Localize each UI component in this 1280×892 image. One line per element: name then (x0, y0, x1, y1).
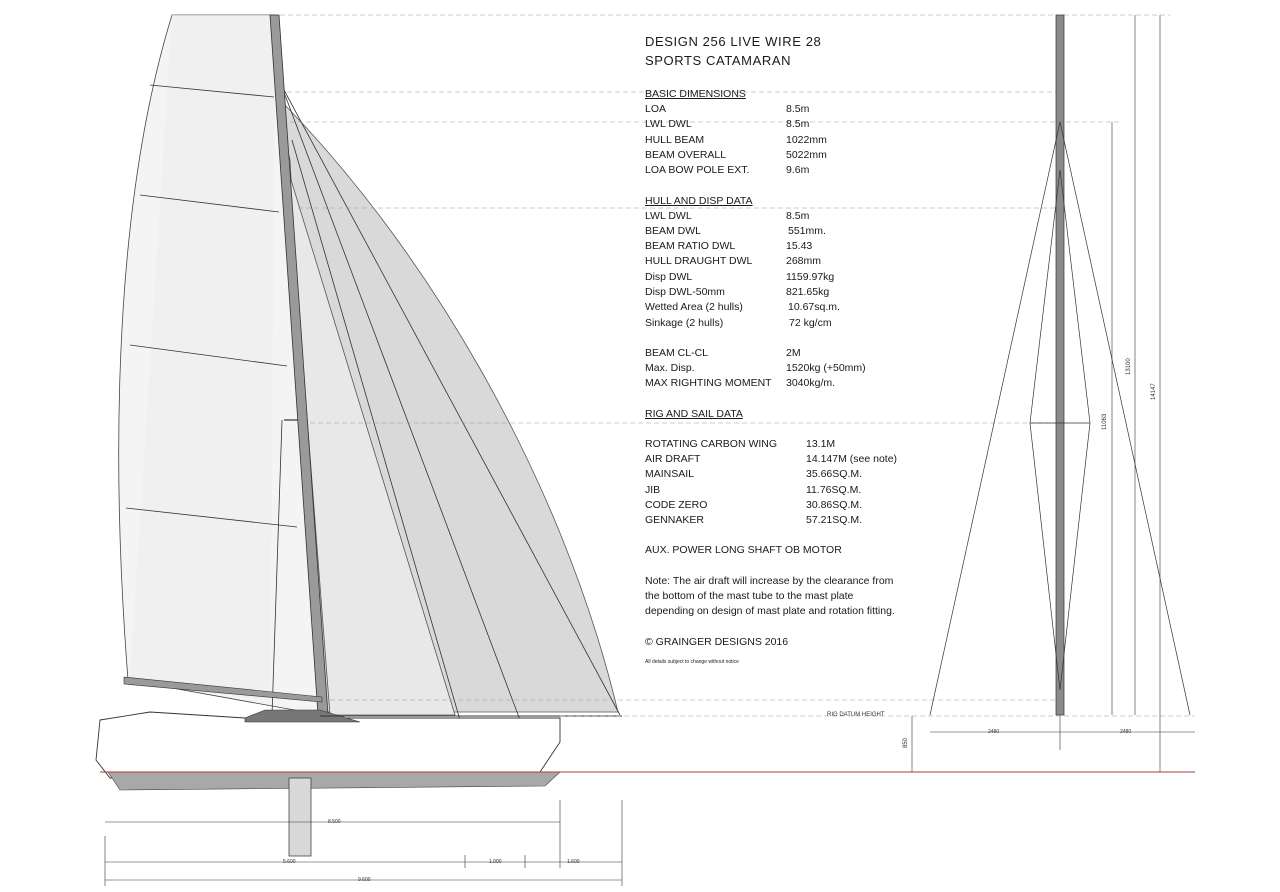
note-line-1: Note: The air draft will increase by the clearance from (645, 575, 894, 587)
front-mast (1056, 15, 1064, 715)
length-dimensions (105, 800, 622, 886)
spec-label: LOA (645, 103, 667, 115)
hull-disp-heading: HULL AND DISP DATA (645, 195, 753, 207)
note-line-3: depending on design of mast plate and rotation fitting. (645, 605, 895, 617)
spec-value: 821.65kg (786, 286, 830, 298)
spec-value: 13.1M (806, 438, 836, 450)
spec-label: BEAM CL-CL (645, 347, 709, 359)
spec-value: 8.5m (786, 210, 810, 222)
dim-air-draft: 14147 (1151, 383, 1157, 400)
disclaimer: All details subject to change without notice (645, 659, 739, 665)
spec-value: 72 kg/cm (789, 317, 832, 329)
spec-value: 30.86SQ.M. (806, 499, 863, 511)
spec-label: BEAM DWL (645, 225, 702, 237)
spec-value: 1022mm (786, 134, 827, 146)
dim-overall: 9.600 (358, 877, 371, 883)
design-subtitle: SPORTS CATAMARAN (645, 53, 792, 68)
dim-seg-c: 1.600 (567, 859, 580, 865)
spec-value: 57.21SQ.M. (806, 514, 863, 526)
copyright: © GRAINGER DESIGNS 2016 (645, 636, 789, 648)
rig-datum-label: RIG DATUM HEIGHT (827, 712, 885, 718)
spec-label: LOA BOW POLE EXT. (645, 164, 750, 176)
spec-label: Max. Disp. (645, 362, 695, 374)
spec-label: HULL DRAUGHT DWL (645, 255, 753, 267)
dim-seg-a: 5.600 (283, 859, 296, 865)
spec-value: 8.5m (786, 118, 810, 130)
spec-label: JIB (645, 484, 661, 496)
spec-value: 551mm. (788, 225, 826, 237)
spec-label: CODE ZERO (645, 499, 708, 511)
spec-value: 1159.97kg (786, 271, 835, 283)
dim-half-beam-left: 2480 (988, 729, 1000, 735)
spec-label: MAINSAIL (645, 468, 695, 480)
dim-mast-above-hounds: 11063 (1102, 413, 1108, 430)
spec-label: AIR DRAFT (645, 453, 701, 465)
spec-value: 9.6m (786, 164, 810, 176)
aux-power: AUX. POWER LONG SHAFT OB MOTOR (645, 544, 842, 556)
spec-value: 1520kg (+50mm) (786, 362, 866, 374)
spec-label: BEAM RATIO DWL (645, 240, 736, 252)
spec-value: 8.5m (786, 103, 810, 115)
spec-value: 14.147M (see note) (806, 453, 898, 465)
spec-label: Wetted Area (2 hulls) (645, 301, 743, 313)
rig-sail-heading: RIG AND SAIL DATA (645, 408, 743, 420)
basic-dimensions-heading: BASIC DIMENSIONS (645, 88, 746, 100)
spec-label: MAX RIGHTING MOMENT (645, 377, 772, 389)
note-line-2: the bottom of the mast tube to the mast plate (645, 590, 854, 602)
spec-value: 5022mm (786, 149, 827, 161)
design-title: DESIGN 256 LIVE WIRE 28 (645, 34, 822, 49)
spec-value: 10.67sq.m. (788, 301, 840, 313)
spec-value: 15.43 (786, 240, 813, 252)
spec-label: LWL DWL (645, 118, 692, 130)
spec-value: 268mm (786, 255, 822, 267)
spec-value: 11.76SQ.M. (806, 484, 862, 496)
dim-lwl-length: 8.500 (328, 819, 341, 825)
spec-value: 2M (786, 347, 801, 359)
spec-label: HULL BEAM (645, 134, 705, 146)
spec-label: GENNAKER (645, 514, 704, 526)
dim-freeboard: 850 (903, 737, 909, 748)
hull-bottom-shadow (108, 772, 560, 790)
dim-rig-height: 13100 (1126, 358, 1132, 375)
spec-label: Disp DWL (645, 271, 693, 283)
dim-half-beam-right: 2480 (1120, 729, 1132, 735)
spec-label: Disp DWL-50mm (645, 286, 725, 298)
spec-label: ROTATING CARBON WING (645, 438, 778, 450)
spec-value: 3040kg/m. (786, 377, 836, 389)
spec-label: LWL DWL (645, 210, 692, 222)
spec-label: Sinkage (2 hulls) (645, 317, 724, 329)
spec-value: 35.66SQ.M. (806, 468, 863, 480)
spec-label: BEAM OVERALL (645, 149, 727, 161)
dim-seg-b: 1.000 (489, 859, 502, 865)
daggerboard (289, 778, 311, 856)
